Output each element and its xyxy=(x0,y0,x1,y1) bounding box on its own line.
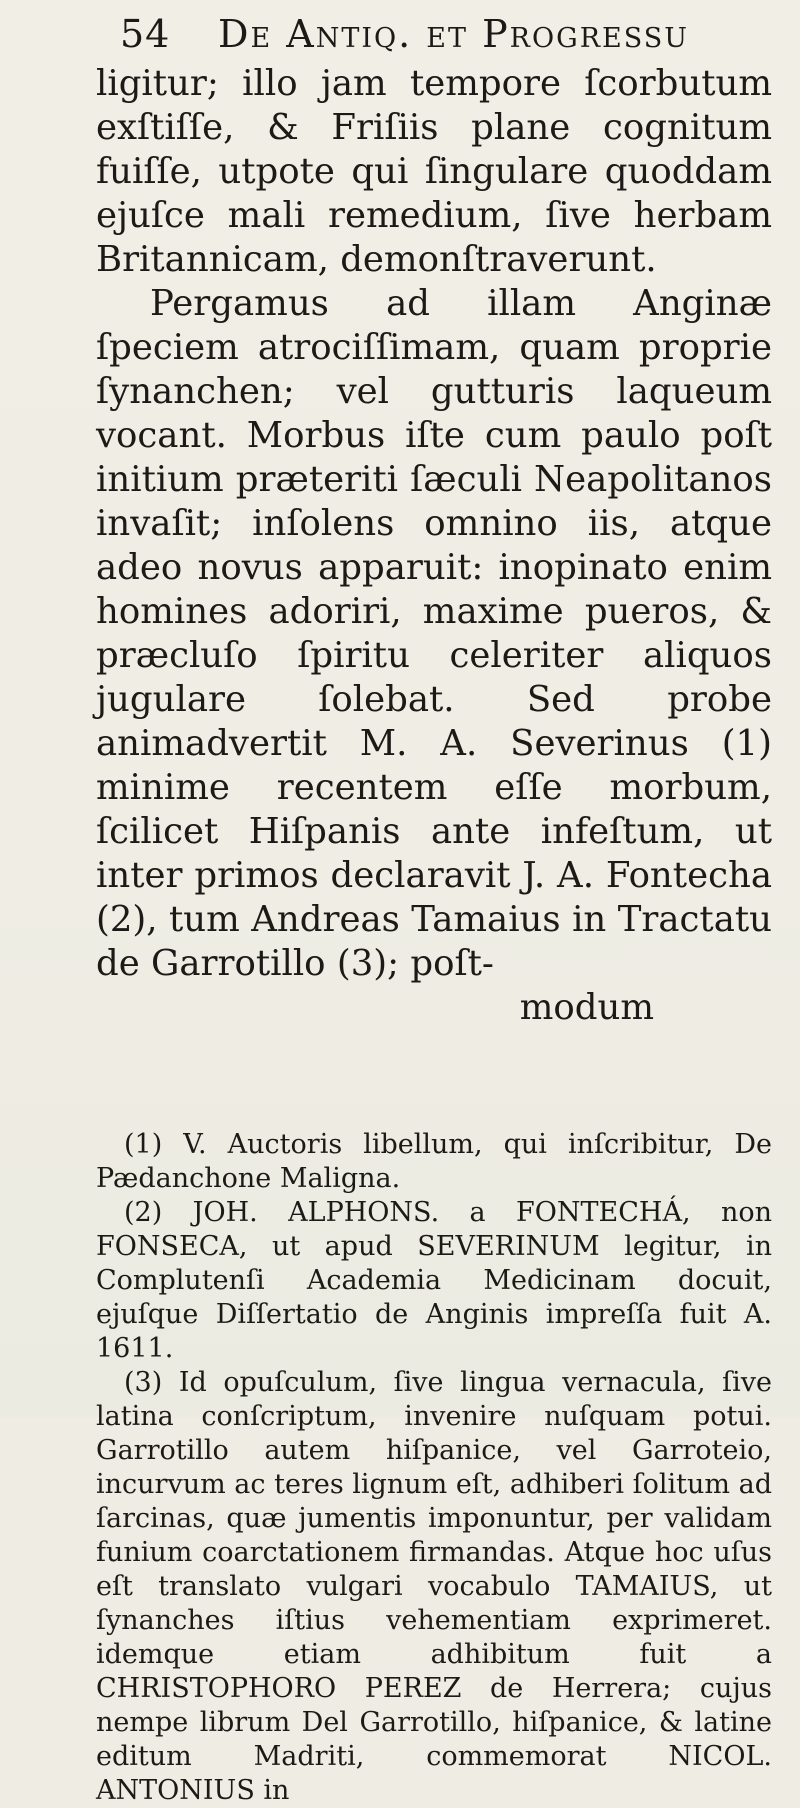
running-title: De Antiq. et Progressu xyxy=(218,12,690,56)
footnote-3: (3) Id opuſculum, ſive lingua vernacula, ſive latina conſcriptum, invenire nuſquam potui. Garrotillo autem hiſpanice, vel Garroteio, incurvum ac teres lignum eſt, adhiberi ſolitum ad ſarcinas, quæ jumentis imponuntur, per validam funium coarctationem firmandas. Atque hoc uſus eſt translato vulgari vocabulo TAMAIUS, ut ſynanches iſtius vehementiam exprimeret. idemque etiam adhibitum fuit a CHRISTOPHORO PEREZ de Herrera; cujus nempe librum Del Garrotillo, hiſpanice, & latine editum Madriti, commemorat NICOL. ANTONIUS in xyxy=(96,1367,772,1806)
page-number: 54 xyxy=(120,12,171,56)
main-text xyxy=(96,62,772,1030)
footnote-2: (2) JOH. ALPHONS. a FONTECHÁ, non FONSECA, ut apud SEVERINUM legitur, in Complutenſi Academia Medicinam docuit, ejuſque Diſſertatio de Anginis impreſſa fuit A. 1611. xyxy=(96,1197,772,1364)
catchword: modum xyxy=(519,987,654,1028)
footnote-1: (1) V. Auctoris libellum, qui inſcribitur, De Pædanchone Maligna. xyxy=(96,1129,772,1194)
paragraph-angina: Pergamus ad illam Anginæ ſpeciem atrociſſimam, quam proprie ſynanchen; vel gutturis laqueum vocant. Morbus iſte cum paulo poſt initium præteriti ſæculi Neapolitanos invaſit; inſolens omnino iis, atque adeo novus apparuit: inopinato enim homines adoriri, maxime pueros, & præcluſo ſpiritu celeriter aliquos jugulare ſolebat. Sed probe animadvertit M. A. Severinus (1) minime recentem eſſe morbum, ſcilicet Hiſpanis ante infeſtum, ut inter primos declaravit J. A. Fontecha (2), tum Andreas Tamaius in Tractatu de Garrotillo (3); poſt- xyxy=(96,283,772,984)
paragraph-continuation: ligitur; illo jam tempore ſcorbutum exſtiſſe, & Friſiis plane cognitum fuiſſe, utpote qui ſingulare quoddam ejuſce mali remedium, ſive herbam Britannicam, demonſtraverunt. xyxy=(96,63,772,280)
footnotes xyxy=(96,1128,772,1808)
running-header xyxy=(120,12,720,60)
